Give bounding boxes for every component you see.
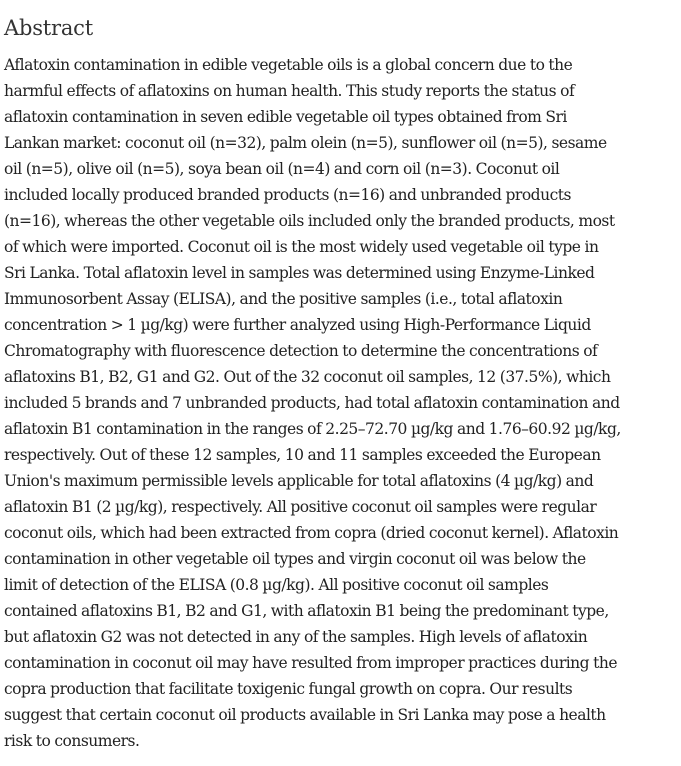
abstract-line: Immunosorbent Assay (ELISA), and the positive samples (i.e., total aflatoxin (4, 290, 563, 308)
abstract-line: but aflatoxin G2 was not detected in any of the samples. High levels of aflatoxin (4, 628, 588, 646)
abstract-line: aflatoxin contamination in seven edible vegetable oil types obtained from Sri (4, 108, 567, 126)
abstract-line: Union's maximum permissible levels applicable for total aflatoxins (4 µg/kg) and (4, 472, 594, 490)
abstract-line: aflatoxin B1 contamination in the ranges of 2.25–72.70 µg/kg and 1.76–60.92 µg/kg, (4, 420, 621, 438)
abstract-line: limit of detection of the ELISA (0.8 µg/kg). All positive coconut oil samples (4, 576, 549, 594)
abstract-line: of which were imported. Coconut oil is the most widely used vegetable oil type in (4, 238, 599, 256)
abstract-body (4, 52, 676, 754)
abstract-line: contamination in other vegetable oil types and virgin coconut oil was below the (4, 550, 586, 568)
abstract-line: aflatoxins B1, B2, G1 and G2. Out of the 32 coconut oil samples, 12 (37.5%), which (4, 368, 611, 386)
abstract-line: included 5 brands and 7 unbranded products, had total aflatoxin contamination and (4, 394, 620, 412)
abstract-heading: Abstract (4, 16, 93, 40)
abstract-line: contained aflatoxins B1, B2 and G1, with aflatoxin B1 being the predominant type, (4, 602, 609, 620)
abstract-line: respectively. Out of these 12 samples, 10 and 11 samples exceeded the European (4, 446, 601, 464)
abstract-line: suggest that certain coconut oil products available in Sri Lanka may pose a health (4, 706, 606, 724)
abstract-line: included locally produced branded products (n=16) and unbranded products (4, 186, 571, 204)
abstract-line: oil (n=5), olive oil (n=5), soya bean oil (n=4) and corn oil (n=3). Coconut oil (4, 160, 560, 178)
abstract-line: Aflatoxin contamination in edible vegetable oils is a global concern due to the (4, 56, 573, 74)
abstract-line: Sri Lanka. Total aflatoxin level in samples was determined using Enzyme-Linked (4, 264, 595, 282)
abstract-line: harmful effects of aflatoxins on human health. This study reports the status of (4, 82, 575, 100)
abstract-line: (n=16), whereas the other vegetable oils included only the branded products, most (4, 212, 615, 230)
abstract-line: concentration > 1 µg/kg) were further analyzed using High-Performance Liquid (4, 316, 591, 334)
abstract-line: copra production that facilitate toxigenic fungal growth on copra. Our results (4, 680, 573, 698)
abstract-line: risk to consumers. (4, 732, 140, 750)
abstract-line: aflatoxin B1 (2 µg/kg), respectively. All positive coconut oil samples were regular (4, 498, 597, 516)
abstract-line: Lankan market: coconut oil (n=32), palm olein (n=5), sunflower oil (n=5), sesame (4, 134, 607, 152)
abstract-line: Chromatography with fluorescence detection to determine the concentrations of (4, 342, 598, 360)
abstract-line: coconut oils, which had been extracted from copra (dried coconut kernel). Aflatoxin (4, 524, 619, 542)
abstract-line: contamination in coconut oil may have resulted from improper practices during the (4, 654, 618, 672)
